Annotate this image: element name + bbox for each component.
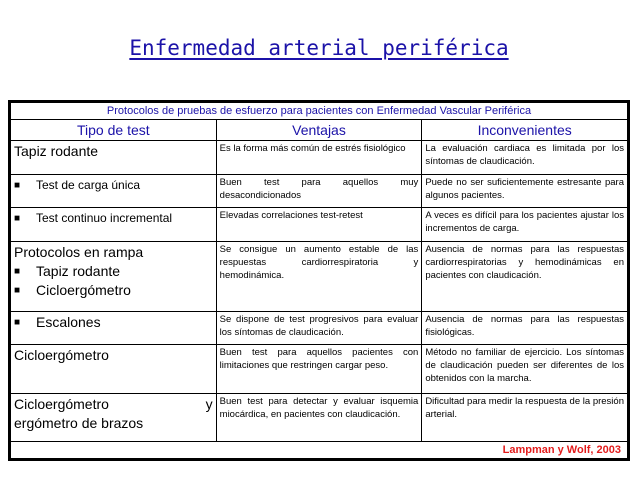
row-type (11, 208, 217, 242)
table-caption-row (11, 103, 628, 120)
row-advantage: Elevadas correlaciones test-retest (216, 208, 422, 242)
table-row (11, 311, 628, 345)
row-type (11, 174, 217, 208)
row-type-label: Escalones (36, 313, 101, 330)
row-advantage: Buen test para aquellos pacientes con limitaciones que restringen cargar peso. (216, 345, 422, 394)
row-type-label: Test continuo incremental (36, 211, 173, 226)
row-type-label: ergómetro de brazos (14, 415, 144, 432)
table-row (11, 141, 628, 175)
table-row (11, 174, 628, 208)
row-subtype-label: Tapiz rodante (36, 263, 121, 280)
row-advantage: Es la forma más común de estrés fisiológico (216, 141, 422, 175)
square-bullet-icon: ■ (14, 316, 21, 328)
row-drawback: Método no familiar de ejercicio. Los síntomas de claudicación pueden ser diferentes de los obtenidos con la marcha. (422, 345, 628, 394)
row-type-label: Cicloergómetro (14, 396, 109, 413)
row-type (11, 242, 217, 312)
row-type-label: Test de carga única (36, 177, 141, 192)
table-caption: Protocolos de pruebas de esfuerzo para pacientes con Enfermedad Vascular Periférica (11, 103, 628, 120)
row-drawback: Puede no ser suficientemente estresante para algunos pacientes. (422, 174, 628, 208)
row-advantage: Buen test para aquellos muy desacondicionados (216, 174, 422, 208)
header-type: Tipo de test (11, 120, 217, 141)
row-drawback: Ausencia de normas para las respuestas cardiorrespiratorias y hemodinámicas en pacientes con claudicación. (422, 242, 628, 312)
row-type: Tapiz rodante (11, 141, 217, 175)
header-advantages: Ventajas (216, 120, 422, 141)
table-source-row (11, 442, 628, 459)
square-bullet-icon: ■ (14, 285, 21, 297)
source-citation: Lampman y Wolf, 2003 (11, 442, 628, 459)
table-row (11, 242, 628, 312)
row-subtype-label: Cicloergómetro (36, 282, 131, 299)
table-header-row (11, 120, 628, 141)
row-type-conjunction: y (205, 396, 213, 413)
row-advantage: Se consigue un aumento estable de las respuestas cardiorrespiratoria y hemodinámica. (216, 242, 422, 312)
header-drawbacks: Inconvenientes (422, 120, 628, 141)
row-drawback: La evaluación cardiaca es limitada por los síntomas de claudicación. (422, 141, 628, 175)
row-drawback: Ausencia de normas para las respuestas fisiológicas. (422, 311, 628, 345)
table-row (11, 394, 628, 442)
row-advantage: Buen test para detectar y evaluar isquemia miocárdica, en pacientes con claudicación. (216, 394, 422, 442)
row-type (11, 394, 217, 442)
square-bullet-icon: ■ (14, 213, 21, 225)
square-bullet-icon: ■ (14, 179, 21, 191)
page-title: Enfermedad arterial periférica (129, 36, 509, 60)
row-type (11, 311, 217, 345)
protocol-table (8, 100, 630, 461)
row-drawback: A veces es difícil para los pacientes ajustar los incrementos de carga. (422, 208, 628, 242)
table-row (11, 208, 628, 242)
row-advantage: Se dispone de test progresivos para evaluar los síntomas de claudicación. (216, 311, 422, 345)
row-drawback: Dificultad para medir la respuesta de la presión arterial. (422, 394, 628, 442)
row-type: Cicloergómetro (11, 345, 217, 394)
square-bullet-icon: ■ (14, 266, 21, 278)
row-type-label: Protocolos en rampa (14, 244, 144, 261)
table-row (11, 345, 628, 394)
